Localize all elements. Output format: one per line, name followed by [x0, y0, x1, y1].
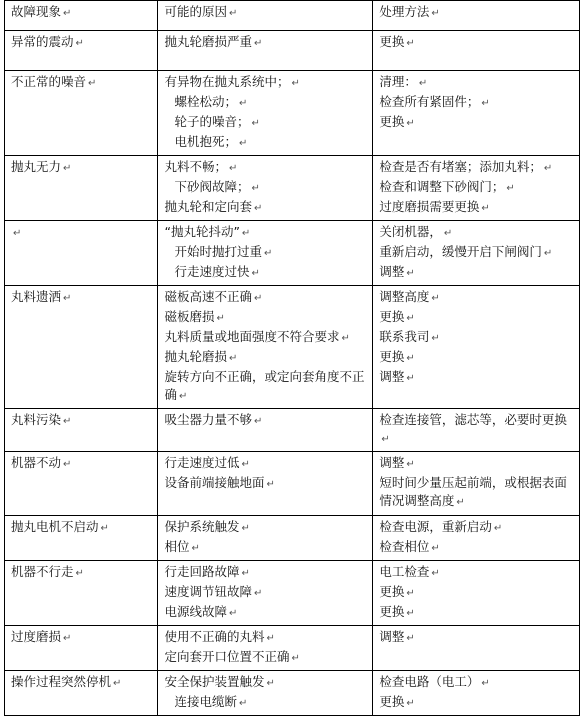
paragraph-mark-icon: ↵: [63, 293, 72, 304]
symptom-line: 机器不动 ↵: [11, 455, 72, 470]
cause-cell: [158, 516, 373, 561]
action-cell: [373, 286, 580, 409]
symptom-cell: [5, 221, 158, 286]
paragraph-mark-icon: ↵: [341, 333, 350, 344]
symptom-cell: [5, 516, 158, 561]
symptom-line: 操作过程突然停机 ↵: [11, 674, 122, 689]
action-cell: [373, 561, 580, 626]
paragraph-mark-icon: ↵: [63, 163, 72, 174]
symptom-cell: [5, 409, 158, 452]
paragraph-mark-icon: ↵: [406, 698, 415, 709]
symptom-cell: [5, 671, 158, 716]
cause-cell: [158, 671, 373, 716]
paragraph-mark-icon: ↵: [238, 698, 248, 709]
symptom-line: 机器不行走 ↵: [11, 564, 84, 579]
cause-line: 开始时抛打过重 ↵: [174, 244, 273, 259]
action-cell: [373, 626, 580, 671]
paragraph-mark-icon: ↵: [63, 8, 72, 19]
cause-cell: [158, 31, 373, 71]
paragraph-mark-icon: ↵: [228, 8, 238, 19]
cause-line: 设备前端接触地面 ↵: [164, 475, 275, 490]
paragraph-mark-icon: ↵: [406, 353, 415, 364]
cause-cell: [158, 286, 373, 409]
symptom-line: 丸料遗洒 ↵: [11, 289, 72, 304]
paragraph-mark-icon: ↵: [406, 459, 415, 470]
cause-cell: [158, 221, 373, 286]
action-line: 检查和调整下砂阀门； ↵: [379, 179, 515, 194]
paragraph-mark-icon: ↵: [241, 459, 250, 470]
paragraph-mark-icon: ↵: [253, 203, 263, 214]
action-cell: [373, 156, 580, 221]
action-line: 过度磨损需要更换 ↵: [379, 199, 490, 214]
table-row: [5, 671, 580, 716]
paragraph-mark-icon: ↵: [238, 138, 248, 149]
symptom-cell: [5, 452, 158, 516]
header-row: [5, 1, 580, 31]
table-row: [5, 31, 580, 71]
action-line: 检查电源，重新启动 ↵: [379, 519, 503, 534]
cause-cell: [158, 626, 373, 671]
paragraph-mark-icon: ↵: [431, 8, 440, 19]
table-row: [5, 561, 580, 626]
action-line: 更换 ↵: [379, 694, 415, 709]
paragraph-mark-icon: ↵: [493, 523, 503, 534]
paragraph-mark-icon: ↵: [238, 98, 248, 109]
paragraph-mark-icon: ↵: [63, 459, 72, 470]
paragraph-mark-icon: ↵: [251, 183, 260, 194]
action-line: 检查相位 ↵: [379, 539, 440, 554]
header-causes: 可能的原因 ↵: [158, 1, 373, 31]
paragraph-mark-icon: ↵: [251, 268, 260, 279]
paragraph-mark-icon: ↵: [178, 391, 188, 402]
table-row: [5, 626, 580, 671]
action-line: 检查电路（电工） ↵: [379, 674, 490, 689]
paragraph-mark-icon: ↵: [266, 479, 275, 490]
paragraph-mark-icon: ↵: [543, 163, 553, 174]
cause-line: 吸尘器力量不够 ↵: [164, 412, 263, 427]
cause-line: 螺栓松动； ↵: [174, 94, 248, 109]
action-line: 更换 ↵: [379, 604, 415, 619]
paragraph-mark-icon: ↵: [406, 38, 415, 49]
header-symptom: 故障现象 ↵: [5, 1, 158, 31]
paragraph-mark-icon: ↵: [253, 416, 263, 427]
action-line: 调整 ↵: [379, 369, 415, 384]
action-cell: [373, 409, 580, 452]
symptom-cell: [5, 561, 158, 626]
symptom-line: 异常的震动 ↵: [11, 34, 84, 49]
paragraph-mark-icon: ↵: [191, 543, 200, 554]
action-line: 更换 ↵: [379, 34, 415, 49]
paragraph-mark-icon: ↵: [406, 268, 415, 279]
paragraph-mark-icon: ↵: [241, 228, 251, 239]
paragraph-mark-icon: ↵: [291, 653, 300, 664]
paragraph-mark-icon: ↵: [13, 228, 22, 239]
cause-line: 连接电缆断 ↵: [174, 694, 248, 709]
cause-line: 速度调节钮故障 ↵: [164, 584, 263, 599]
paragraph-mark-icon: ↵: [443, 228, 453, 239]
paragraph-mark-icon: ↵: [88, 78, 97, 89]
cause-line: 行走速度过低 ↵: [164, 455, 250, 470]
paragraph-mark-icon: ↵: [266, 633, 275, 644]
action-line: 更换 ↵: [379, 114, 415, 129]
paragraph-mark-icon: ↵: [263, 248, 273, 259]
paragraph-mark-icon: ↵: [406, 118, 415, 129]
paragraph-mark-icon: ↵: [228, 353, 238, 364]
paragraph-mark-icon: ↵: [481, 98, 490, 109]
paragraph-mark-icon: ↵: [63, 416, 72, 427]
symptom-cell: [5, 71, 158, 156]
paragraph-mark-icon: ↵: [481, 678, 490, 689]
cause-line: 丸料质量或地面强度不符合要求 ↵: [164, 329, 350, 344]
symptom-cell: [5, 31, 158, 71]
cause-line: 丸料不畅； ↵: [164, 159, 238, 174]
cause-line: 旋转方向不正确，或定向套角度不正确 ↵: [164, 369, 365, 402]
action-line: 联系我司 ↵: [379, 329, 440, 344]
cause-line: “抛丸轮抖动” ↵: [164, 224, 251, 239]
action-line: 更换 ↵: [379, 349, 415, 364]
paragraph-mark-icon: ↵: [406, 588, 415, 599]
action-line: 调整 ↵: [379, 629, 415, 644]
symptom-line: [11, 223, 153, 243]
cause-line: 轮子的噪音； ↵: [174, 114, 260, 129]
cause-line: 磁板高速不正确 ↵: [164, 289, 263, 304]
action-line: 关闭机器， ↵: [379, 224, 453, 239]
action-line: 检查连接管，滤芯等，必要时更换↵: [379, 412, 567, 445]
action-cell: [373, 452, 580, 516]
paragraph-mark-icon: ↵: [406, 313, 415, 324]
cause-line: 行走速度过快 ↵: [174, 264, 260, 279]
cause-cell: [158, 409, 373, 452]
table-row: [5, 156, 580, 221]
cause-line: 抛丸轮磨损严重 ↵: [164, 34, 263, 49]
paragraph-mark-icon: ↵: [506, 183, 515, 194]
paragraph-mark-icon: ↵: [266, 678, 275, 689]
paragraph-mark-icon: ↵: [75, 38, 84, 49]
action-cell: [373, 221, 580, 286]
paragraph-mark-icon: ↵: [431, 333, 440, 344]
action-line: 电工检查 ↵: [379, 564, 440, 579]
cause-line: 定向套开口位置不正确 ↵: [164, 649, 300, 664]
table-body: [5, 1, 580, 716]
paragraph-mark-icon: ↵: [216, 313, 225, 324]
paragraph-mark-icon: ↵: [543, 248, 553, 259]
action-line: 调整高度 ↵: [379, 289, 440, 304]
symptom-line: 过度磨损 ↵: [11, 629, 72, 644]
action-cell: [373, 71, 580, 156]
table-row: [5, 221, 580, 286]
cause-line: 电源线故障 ↵: [164, 604, 238, 619]
symptom-line: 抛丸无力 ↵: [11, 159, 72, 174]
paragraph-mark-icon: ↵: [228, 608, 238, 619]
cause-line: 保护系统触发 ↵: [164, 519, 250, 534]
paragraph-mark-icon: ↵: [253, 293, 263, 304]
symptom-line: 不正常的噪音 ↵: [11, 74, 97, 89]
paragraph-mark-icon: ↵: [100, 523, 109, 534]
action-line: 短时间少量压起前端，或根据表面情况调整高度 ↵: [379, 475, 567, 508]
symptom-line: 丸料污染 ↵: [11, 412, 72, 427]
paragraph-mark-icon: ↵: [418, 78, 428, 89]
cause-line: 下砂阀故障； ↵: [174, 179, 260, 194]
action-line: 清理： ↵: [379, 74, 428, 89]
table-row: [5, 286, 580, 409]
paragraph-mark-icon: ↵: [228, 163, 238, 174]
paragraph-mark-icon: ↵: [63, 633, 72, 644]
action-line: 更换 ↵: [379, 584, 415, 599]
symptom-cell: [5, 286, 158, 409]
paragraph-mark-icon: ↵: [251, 118, 260, 129]
action-line: 重新启动，缓慢开启下闸阀门 ↵: [379, 244, 553, 259]
cause-line: 电机抱死； ↵: [174, 134, 248, 149]
paragraph-mark-icon: ↵: [75, 568, 84, 579]
symptom-line: 抛丸电机不启动 ↵: [11, 519, 109, 534]
action-cell: [373, 516, 580, 561]
action-cell: [373, 31, 580, 71]
cause-line: 行走回路故障 ↵: [164, 564, 250, 579]
paragraph-mark-icon: ↵: [381, 434, 390, 445]
cause-line: 安全保护装置触发 ↵: [164, 674, 275, 689]
paragraph-mark-icon: ↵: [406, 633, 415, 644]
paragraph-mark-icon: ↵: [241, 568, 250, 579]
action-line: 检查所有紧固件； ↵: [379, 94, 490, 109]
table-row: [5, 452, 580, 516]
cause-line: 抛丸轮和定向套 ↵: [164, 199, 263, 214]
action-cell: [373, 671, 580, 716]
symptom-cell: [5, 626, 158, 671]
action-line: 调整 ↵: [379, 455, 415, 470]
table-row: [5, 409, 580, 452]
paragraph-mark-icon: ↵: [406, 373, 415, 384]
paragraph-mark-icon: ↵: [431, 543, 440, 554]
paragraph-mark-icon: ↵: [481, 203, 490, 214]
header-actions: 处理方法 ↵: [373, 1, 580, 31]
paragraph-mark-icon: ↵: [431, 568, 440, 579]
paragraph-mark-icon: ↵: [456, 497, 465, 508]
action-line: 检查是否有堵塞；添加丸料； ↵: [379, 159, 553, 174]
cause-line: 相位 ↵: [164, 539, 200, 554]
paragraph-mark-icon: ↵: [253, 38, 263, 49]
table-row: [5, 516, 580, 561]
cause-line: 磁板磨损 ↵: [164, 309, 225, 324]
action-line: 调整 ↵: [379, 264, 415, 279]
cause-cell: [158, 156, 373, 221]
cause-line: 抛丸轮磨损 ↵: [164, 349, 238, 364]
paragraph-mark-icon: ↵: [291, 78, 300, 89]
cause-cell: [158, 452, 373, 516]
paragraph-mark-icon: ↵: [431, 293, 440, 304]
table-row: [5, 71, 580, 156]
paragraph-mark-icon: ↵: [406, 608, 415, 619]
paragraph-mark-icon: ↵: [241, 523, 250, 534]
cause-line: 使用不正确的丸料 ↵: [164, 629, 275, 644]
cause-cell: [158, 71, 373, 156]
cause-cell: [158, 561, 373, 626]
paragraph-mark-icon: ↵: [253, 588, 263, 599]
paragraph-mark-icon: ↵: [113, 678, 122, 689]
action-line: 更换 ↵: [379, 309, 415, 324]
symptom-cell: [5, 156, 158, 221]
cause-line: 有异物在抛丸系统中； ↵: [164, 74, 300, 89]
troubleshooting-table: [4, 0, 580, 716]
